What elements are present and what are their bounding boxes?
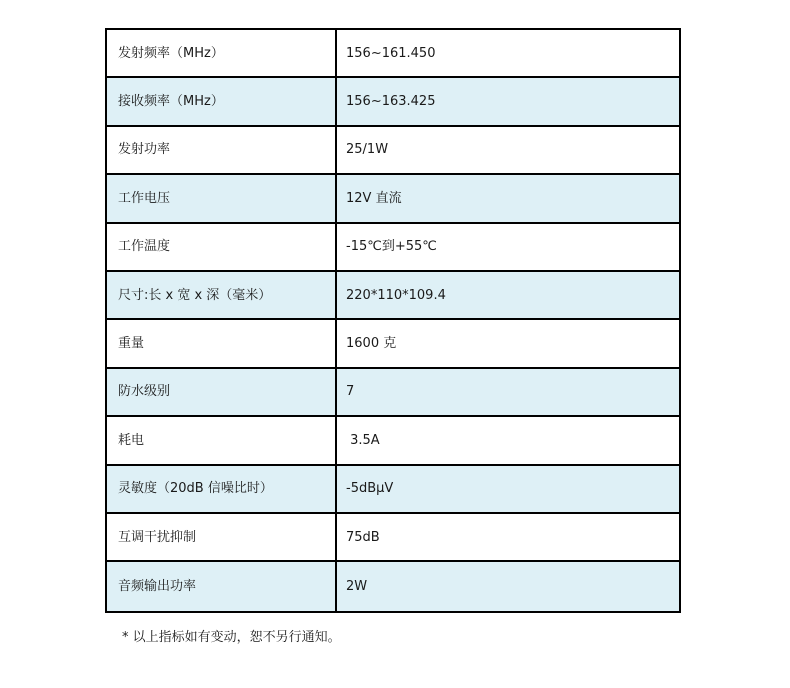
spec-label: 灵敏度（20dB 信噪比时） <box>107 466 337 512</box>
table-row <box>107 514 679 562</box>
spec-value: 1600 克 <box>346 336 397 352</box>
table-row <box>107 78 679 126</box>
table-row <box>107 320 679 368</box>
spec-value: 3.5A <box>346 432 380 448</box>
table-row <box>107 175 679 223</box>
spec-value: 156~161.450 <box>346 45 436 61</box>
spec-label: 发射功率 <box>107 127 337 173</box>
table-row <box>107 417 679 465</box>
spec-label: 工作温度 <box>107 224 337 270</box>
spec-value: -15℃到+55℃ <box>346 239 437 255</box>
table-row <box>107 466 679 514</box>
spec-label: 发射频率（MHz） <box>107 30 337 76</box>
spec-label: 尺寸:长 x 宽 x 深（毫米） <box>107 272 337 318</box>
spec-value: 25/1W <box>346 142 389 158</box>
table-row <box>107 369 679 417</box>
spec-label: 重量 <box>107 320 337 366</box>
spec-label: 工作电压 <box>107 175 337 221</box>
spec-value: 220*110*109.4 <box>346 287 446 303</box>
spec-label: 互调干扰抑制 <box>107 514 337 560</box>
spec-value: 75dB <box>346 529 380 545</box>
spec-label: 接收频率（MHz） <box>107 78 337 124</box>
spec-value: 7 <box>346 384 355 400</box>
spec-value: 12V 直流 <box>346 190 402 206</box>
spec-value: 2W <box>346 578 368 594</box>
table-row <box>107 562 679 610</box>
spec-label: 音频输出功率 <box>107 562 337 610</box>
spec-value: 156~163.425 <box>346 94 436 110</box>
table-row <box>107 272 679 320</box>
spec-label: 防水级别 <box>107 369 337 415</box>
table-row <box>107 127 679 175</box>
spec-table <box>105 28 681 613</box>
table-row <box>107 224 679 272</box>
table-row <box>107 30 679 78</box>
spec-label: 耗电 <box>107 417 337 463</box>
spec-value: -5dBμV <box>346 481 394 497</box>
footnote: * 以上指标如有变动，恕不另行通知。 <box>122 630 341 645</box>
